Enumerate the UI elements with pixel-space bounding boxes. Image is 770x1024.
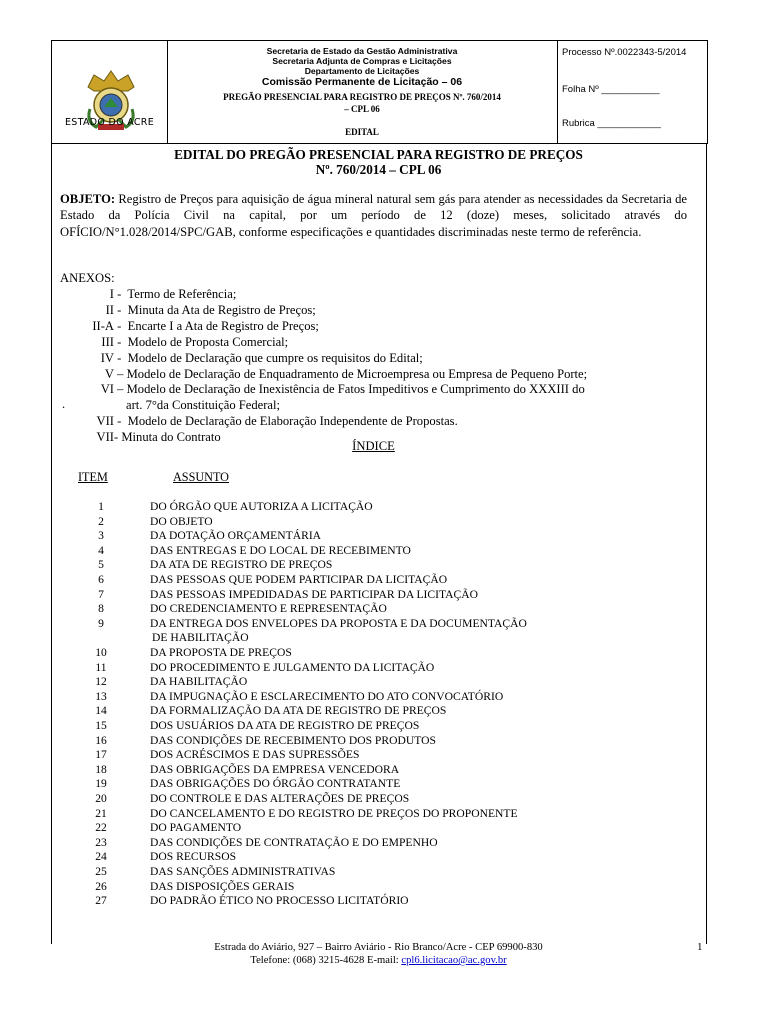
item-subject: DAS ENTREGAS E DO LOCAL DE RECEBIMENTO: [150, 543, 411, 557]
item-subject: DAS OBRIGAÇÕES DA EMPRESA VENCEDORA: [150, 762, 400, 776]
item-number: 4: [98, 543, 104, 557]
header-secretaria-adjunta: Secretaria Adjunta de Compras e Licitações: [272, 56, 452, 66]
item-number: 27: [95, 894, 107, 908]
anexo-number: VII: [96, 414, 114, 429]
anexo-item: [60, 318, 319, 334]
item-subject: DAS OBRIGAÇÕES DO ÓRGÃO CONTRATANTE: [150, 777, 401, 791]
anexo-item: [60, 350, 423, 366]
anexo-number: III: [101, 334, 114, 349]
anexo-item: [60, 334, 288, 350]
anexo-item: [60, 366, 587, 382]
item-subject: DO PADRÃO ÉTICO NO PROCESSO LICITATÓRIO: [150, 894, 409, 908]
item-number: 5: [98, 558, 104, 572]
item-subject: DAS CONDIÇÕES DE CONTRATAÇÃO E DO EMPENHO: [150, 835, 438, 849]
item-number: 9: [98, 616, 104, 630]
anexo-text: art. 7°da Constituição Federal;: [126, 398, 281, 413]
anexo-text: Modelo de Declaração que cumpre os requisitos do Edital;: [127, 350, 423, 365]
item-subject: DA IMPUGNAÇÃO E ESCLARECIMENTO DO ATO CONVOCATÓRIO: [150, 689, 504, 703]
anexo-text: Minuta da Ata de Registro de Preços;: [127, 302, 316, 317]
item-subject: DOS USUÁRIOS DA ATA DE REGISTRO DE PREÇOS: [150, 719, 420, 732]
page-frame-left: [51, 144, 52, 944]
item-subject: DA ENTREGA DOS ENVELOPES DA PROPOSTA E DA DOCUMENTAÇÃO: [150, 616, 527, 630]
item-number: 2: [98, 514, 104, 528]
header-edital: EDITAL: [345, 127, 379, 137]
item-subject: DA HABILITAÇÃO: [150, 675, 248, 689]
document-title-line1: EDITAL DO PREGÃO PRESENCIAL PARA REGISTRO DE PREÇOS: [174, 147, 583, 162]
anexo-text: Encarte I a Ata de Registro de Preços;: [127, 318, 319, 333]
item-subject: DAS PESSOAS QUE PODEM PARTICIPAR DA LICITAÇÃO: [150, 573, 448, 586]
item-subject: DO PROCEDIMENTO E JULGAMENTO DA LICITAÇÃO: [150, 660, 435, 674]
footer-email-link[interactable]: cpl6.licitacao@ac.gov.br: [401, 955, 507, 966]
item-number: 24: [95, 850, 107, 864]
anexo-text: Minuta do Contrato: [121, 430, 221, 445]
document-title-line2: Nº. 760/2014 – CPL 06: [315, 162, 442, 177]
item-number: 23: [95, 835, 107, 849]
item-subject: DAS CONDIÇÕES DE RECEBIMENTO DOS PRODUTOS: [150, 733, 436, 747]
header-commission: Comissão Permanente de Licitação – 06: [261, 76, 463, 88]
header-departamento: Departamento de Licitações: [304, 66, 420, 76]
item-number: 7: [98, 587, 104, 601]
header-logo-cell: [52, 41, 168, 143]
item-number: 8: [98, 602, 104, 616]
item-number: 25: [95, 865, 107, 878]
footer-phone: Telefone: (068) 3215-4628 E-mail:: [250, 955, 402, 966]
anexo-number: V: [104, 366, 114, 381]
item-subject: DE HABILITAÇÃO: [152, 631, 249, 645]
anexo-separator: –: [114, 366, 127, 381]
item-subject: DO OBJETO: [150, 514, 213, 528]
item-subject: DOS ACRÉSCIMOS E DAS SUPRESSÕES: [150, 748, 360, 762]
anexo-separator: -: [114, 287, 128, 301]
item-subject: DO CANCELAMENTO E DO REGISTRO DE PREÇOS DO PROPONENTE: [150, 806, 518, 820]
anexo-separator: -: [114, 318, 128, 333]
item-number: 10: [95, 646, 107, 659]
anexo-item: [60, 286, 236, 302]
anexo-number: I: [109, 287, 114, 301]
anexo-separator: -: [114, 302, 128, 317]
folha-field: Folha Nº ___________: [562, 84, 660, 95]
page-number: 1: [697, 941, 703, 953]
anexo-separator: -: [114, 430, 122, 445]
item-number: 22: [95, 821, 107, 835]
indice-heading: ÍNDICE: [352, 439, 395, 453]
footer-address: Estrada do Aviário, 927 – Bairro Aviário - Rio Branco/Acre - CEP 69900-830: [214, 942, 543, 953]
item-subject: DOS RECURSOS: [150, 850, 237, 864]
anexo-separator: -: [114, 414, 128, 429]
anexo-text: Modelo de Declaração de Enquadramento de Microempresa ou Empresa de Pequeno Porte;: [126, 366, 588, 381]
item-number: 11: [95, 660, 107, 674]
item-subject: DA FORMALIZAÇÃO DA ATA DE REGISTRO DE PREÇOS: [150, 704, 447, 718]
column-header-item: ITEM: [78, 470, 108, 484]
item-subject: DA PROPOSTA DE PREÇOS: [150, 646, 292, 659]
header-table: [51, 40, 708, 144]
anexo-text: Modelo de Declaração de Elaboração Independente de Propostas.: [127, 414, 458, 429]
anexo-item: [60, 302, 316, 318]
item-subject: DA DOTAÇÃO ORÇAMENTÁRIA: [150, 529, 322, 543]
item-number: 13: [95, 689, 107, 703]
anexo-item: [60, 381, 585, 397]
anexo-number: II-A: [92, 318, 114, 333]
item-number: 1: [98, 500, 104, 513]
anexo-number: IV: [100, 350, 114, 365]
anexo-item: [60, 413, 458, 429]
anexo-number: VI: [100, 382, 114, 397]
header-pregao-line2: – CPL 06: [344, 104, 380, 114]
header-secretaria: Secretaria de Estado da Gestão Administrativa: [266, 46, 458, 56]
item-subject: DO CONTROLE E DAS ALTERAÇÕES DE PREÇOS: [150, 792, 410, 805]
header-pregao-line1: PREGÃO PRESENCIAL PARA REGISTRO DE PREÇOS Nº. 760/2014: [223, 92, 501, 102]
column-header-assunto: ASSUNTO: [173, 470, 229, 484]
anexo-separator: -: [114, 350, 128, 365]
item-number: 17: [95, 748, 107, 762]
rubrica-field: Rubrica ____________: [562, 118, 661, 129]
objeto-label: OBJETO:: [60, 192, 116, 206]
anexos-heading: ANEXOS:: [60, 271, 115, 285]
stray-dot: .: [62, 397, 66, 411]
item-subject: DO CREDENCIAMENTO E REPRESENTAÇÃO: [150, 602, 387, 616]
item-subject: DAS SANÇÕES ADMINISTRATIVAS: [150, 865, 336, 878]
item-number: 21: [95, 806, 107, 820]
anexo-separator: –: [114, 382, 127, 397]
item-number: 3: [98, 529, 104, 543]
item-number: 18: [95, 762, 107, 776]
anexo-separator: -: [114, 334, 128, 349]
anexo-text: Modelo de Proposta Comercial;: [127, 334, 289, 349]
item-number: 20: [95, 792, 107, 805]
item-number: 14: [95, 704, 107, 718]
page-frame-right: [706, 144, 707, 944]
item-subject: DAS DISPOSIÇÕES GERAIS: [150, 879, 295, 893]
item-number: 16: [95, 733, 107, 747]
item-subject: DA ATA DE REGISTRO DE PREÇOS: [150, 558, 333, 572]
item-subject: DAS PESSOAS IMPEDIDADAS DE PARTICIPAR DA LICITAÇÃO: [150, 587, 478, 601]
item-number: 6: [98, 573, 104, 586]
item-number: 12: [95, 675, 107, 689]
anexo-number: II: [105, 302, 114, 317]
item-number: 15: [95, 719, 107, 732]
anexo-text: Modelo de Declaração de Inexistência de Fatos Impeditivos e Cumprimento do XXXIII do: [126, 382, 585, 397]
state-label: ESTADO DO ACRE: [65, 117, 154, 128]
process-number: Processo Nº.0022343-5/2014: [562, 47, 687, 58]
item-number: 26: [95, 879, 107, 893]
item-subject: DO PAGAMENTO: [150, 821, 242, 835]
objeto-text: Registro de Preços para aquisição de água mineral natural sem gás para atender as necessidades da Secretaria de Estado da Polícia Civil na capital, por um período de 12 (doze) meses, solicitado através do OFÍCIO/N°1.028/2014/SPC/GAB, conforme especificações e quantidades discriminadas neste termo de referência.: [60, 192, 687, 239]
anexo-text: Termo de Referência;: [127, 287, 237, 301]
footer-contact: [60, 954, 697, 967]
anexo-item: [126, 397, 280, 413]
objeto-paragraph: [60, 191, 687, 240]
item-subject: DO ÓRGÃO QUE AUTORIZA A LICITAÇÃO: [150, 500, 373, 513]
anexo-number: VII: [96, 430, 114, 445]
item-number: 19: [95, 777, 107, 791]
